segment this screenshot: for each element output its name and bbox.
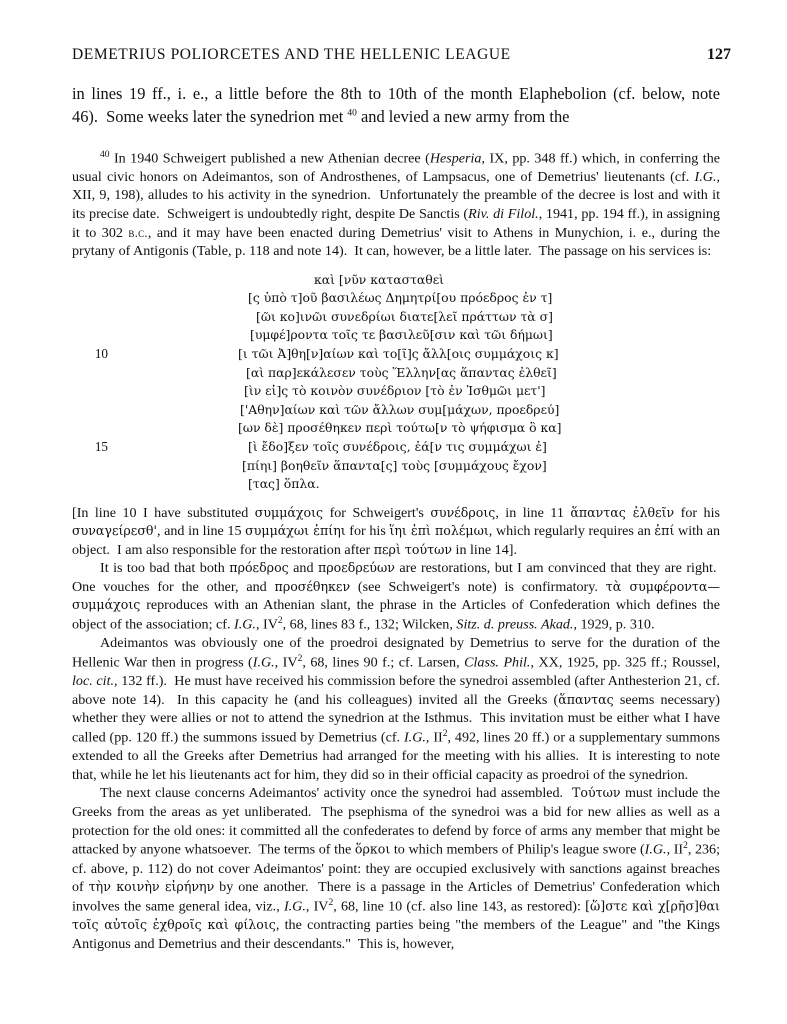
inscription-line-text: [ων δὲ] προσέθηκεν περὶ τούτω[ν τὸ ψήφισμα ὃ κα]	[238, 419, 562, 435]
inscription-line	[72, 401, 720, 419]
footnote-block	[72, 149, 720, 954]
inscription-line-text: [ι τῶι Ἀ]θη[ν]αίων καὶ το[ῖ]ς ἄλλ[οις συμμάχοις κ]	[238, 346, 559, 362]
footnote-marker: 40	[100, 149, 110, 160]
inscription-line	[72, 364, 720, 382]
inscription-line-text: [υμφέ]ροντα τοῖς τε βασιλεῦ[σιν καὶ τῶι δήμωι]	[250, 326, 553, 342]
footnote-paragraph-4: The next clause concerns Adeimantos' activity once the synedroi had assembled. Τούτων must include the Greeks from the areas as yet unliberated. The psephisma of the synedroi was a bid for new allies as well as a protection for the old ones: it committed all the confederates to defend by force of arms any member that might be attacked by anyone whatsoever. The terms of the ὅρκοι to which members of Philip's league swore (I.G., $II^2$, 236; cf. above, p. 112) do not cover Adeimantos' point: they are occupied exclusively with sanctions against breaches of τὴν κοινὴν εἰρήνην by one another. There is a passage in the Articles of Demetrius' Confederation which involves the same general idea, viz., I.G., $IV^2$, 68, line 10 (cf. also line 143, as restored): [ὥ]στε καὶ χ[ρῆσ]θαι τοῖς αὐτοῖς ἐχθροῖς καὶ φίλοις, the contracting parties being "the members of the League" and "the Kings Antigonus and Demetrius and their descendants." This is, however,	[72, 785, 720, 952]
inscription-line	[72, 326, 720, 344]
inscription-line	[72, 289, 720, 307]
footnote-intro: $^{40}$ In 1940 Schweigert published a new Athenian decree (Hesperia, IX, pp. 348 ff.) which, in conferring the usual civic honors on Adeimantos, son of Androsthenes, of Lampsacus, one of Demetrius' lieutenants (cf. I.G., XII, 9, 198), alludes to his activity in the synedrion. Unfortunately the preamble of the decree is lost and with it its precise date. Schweigert is undoubtedly right, despite De Sanctis (Riv. di Filol., 1941, pp. 194 ff.), in assigning it to 302 b.c., and it may have been enacted during Demetrius' visit to Athens in Munychion, i. e., during the prytany of Antigonis (Table, p. 118 and note 14). It can, however, be a little later. The passage on his services is:	[72, 149, 720, 260]
inscription-line	[72, 271, 720, 289]
inscription-line	[72, 382, 720, 400]
inscription-line-text: ['Αθην]αίων καὶ τῶν ἄλλων συμ[μάχων, προεδρεύ]	[240, 401, 560, 417]
inscription-line-text: [τας] ὅπλα.	[248, 476, 320, 492]
inscription-line-text: καὶ [νῦν κατασταθεὶ	[314, 271, 445, 287]
inscription-line	[72, 308, 720, 326]
footnote-reference: 40	[347, 108, 357, 119]
inscription-line	[72, 344, 720, 364]
inscription-line	[72, 437, 720, 457]
inscription-line-text: [αὶ παρ]εκάλεσεν τοὺς Ἕλλην[ας ἅπαντας ἐλθεῖ]	[246, 364, 557, 380]
page-content	[72, 82, 720, 953]
inscription-line-number: 15	[94, 439, 108, 455]
main-paragraph: in lines 19 ff., i. e., a little before the 8th to 10th of the month Elaphebolion (cf. below, note 46). Some weeks later the synedrion met $^{40}$ and levied a new army from the	[72, 84, 720, 127]
inscription-line	[72, 419, 720, 437]
inscription-line	[72, 475, 720, 493]
inscription-line	[72, 457, 720, 475]
bracketed-editorial-note: [In line 10 I have substituted συμμάχοις for Schweigert's συνέδροις, in line 11 ἅπαντας ἐλθεῖν for his συναγείρεσθ', and in line 15 συμμάχωι ἐπίηι for his ἵηι ἐπὶ πολέμωι, which regularly requires an ἐπί with an object. I am also responsible for the restoration after περὶ τούτων in line 14].	[72, 504, 721, 558]
footnote-paragraph-3: Adeimantos was obviously one of the proedroi designated by Demetrius to serve for the duration of the Hellenic War then in progress (I.G., $IV^2$, 68, lines 90 f.; cf. Larsen, Class. Phil., XX, 1925, pp. 325 ff.; Roussel, loc. cit., 132 ff.). He must have received his commission before the synedroi assembled (after Anthesterion 21, cf. above note 14). In this capacity he (and his colleagues) invited all the Greeks (ἅπαντας seems necessary) whether they were allies or not to attend the synedrion at the Isthmus. This invitation must be either what I have called (pp. 120 ff.) the summons issued by Demetrius (cf. I.G., $II^2$, 492, lines 20 ff.) or a supplementary summons extended to all the Greeks after Demetrius had arranged for the meeting with his allies. It is interesting to note that, while he let his lieutenants act for him, they did so in their official capacity as proedroi of the synedrion.	[72, 635, 721, 783]
inscription-line-number: 10	[94, 346, 108, 362]
inscription-line-text: [ς ὑπὸ τ]οῦ βασιλέως Δημητρί[ου πρόεδρος ἐν τ]	[248, 290, 553, 306]
footnote-paragraph-2: It is too bad that both πρόεδρος and προεδρεύων are restorations, but I am convinced that they are right. One vouches for the other, and προσέθηκεν (see Schweigert's note) is confirmatory. τὰ συμφέροντα—συμμάχοις reproduces with an Athenian slant, the phrase in the Articles of Confederation which defines the object of the association; cf. I.G., $IV^2$, 68, lines 83 f., 132; Wilcken, Sitz. d. preuss. Akad., 1929, p. 310.	[72, 560, 721, 633]
page-header	[72, 46, 731, 64]
inscription-quote	[72, 271, 720, 494]
page-number: 127	[707, 46, 731, 63]
running-title: DEMETRIUS POLIORCETES AND THE HELLENIC LEAGUE	[72, 46, 511, 63]
inscription-line-text: [ὶ ἔδο]ξεν τοῖς συνέδροις, ἐά[ν τις συμμάχωι ἐ]	[248, 439, 547, 455]
inscription-line-text: [πίηι] βοηθεῖν ἅπαντα[ς] τοὺς [συμμάχους ἔχον]	[242, 457, 547, 473]
inscription-line-text: [ῶι κο]ινῶι συνεδρίωι διατε[λεῖ πράττων τὰ σ]	[256, 308, 553, 324]
inscription-line-text: [ὶν εἰ]ς τὸ κοινὸν συνέδριον [τὸ ἐν Ἰσθμῶι μετ']	[244, 383, 546, 399]
